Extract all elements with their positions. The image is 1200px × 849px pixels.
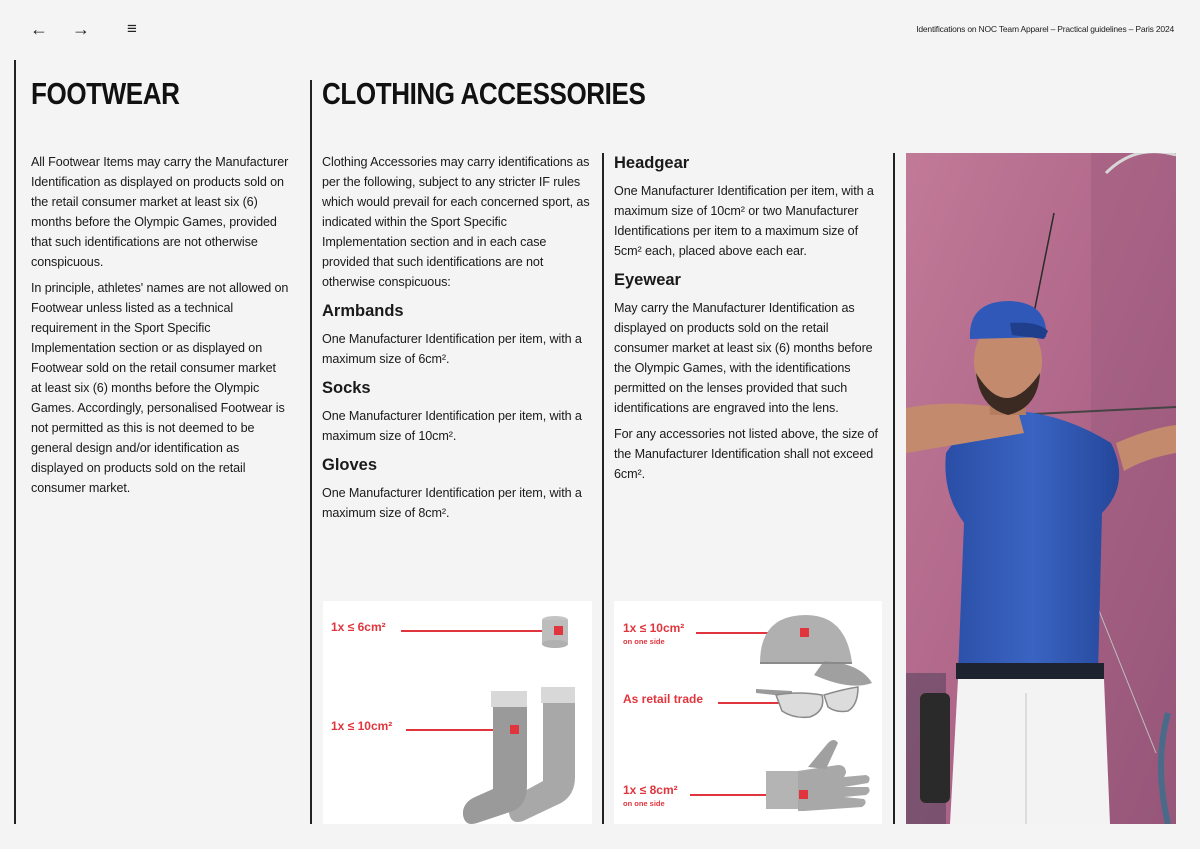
accessories-intro: Clothing Accessories may carry identifications as per the following, subject to any stricter IF rules which would prevail for each concerned sport, as indicated within the Sport Specific Implementation section and in each case provided that such identifications are not otherwise conspicuous: <box>322 155 590 289</box>
armbands-heading: Armbands <box>322 302 404 320</box>
socks-icon <box>463 685 581 824</box>
socks-size-label: 1x ≤ 10cm² <box>331 719 393 733</box>
cap-size-label: 1x ≤ 10cm² <box>623 621 685 635</box>
glove-logo-marker <box>799 790 808 799</box>
eyewear-label: As retail trade <box>623 692 704 706</box>
other-accessories-text: For any accessories not listed above, the size of the Manufacturer Identification shall not exceed 6cm². <box>614 427 878 481</box>
armband-size-label: 1x ≤ 6cm² <box>331 620 386 634</box>
eyewear-heading: Eyewear <box>614 271 681 289</box>
archer-photo <box>906 153 1176 824</box>
gloves-text: One Manufacturer Identification per item, with a maximum size of 8cm². <box>322 486 582 520</box>
footwear-section <box>31 152 289 504</box>
socks-heading: Socks <box>322 379 371 397</box>
socks-text: One Manufacturer Identification per item, with a maximum size of 10cm². <box>322 409 582 443</box>
glove-size-label: 1x ≤ 8cm² <box>623 783 678 797</box>
headgear-eyewear-gloves-illustration <box>614 601 882 824</box>
armband-logo-marker <box>554 626 563 635</box>
cap-icon <box>754 611 876 689</box>
glasses-icon <box>752 681 862 723</box>
back-arrow-icon[interactable]: ← <box>30 19 48 39</box>
gloves-heading: Gloves <box>322 456 378 474</box>
cap-logo-marker <box>800 628 809 637</box>
document-header-title: Identifications on NOC Team Apparel – Practical guidelines – Paris 2024 <box>916 24 1174 34</box>
socks-logo-marker <box>510 725 519 734</box>
cap-placement-note: on one side <box>623 637 665 646</box>
footwear-paragraph-2: In principle, athletes' names are not allowed on Footwear unless listed as a technical requirement in the Sport Specific Implementation section or as displayed on Footwear sold on the retail consumer market at least six (6) months before the Olympic Games. Accordingly, personalised Footwear is not permitted as this is not deemed to be general design and/or identification as displayed on products sold on the retail consumer market. <box>31 281 289 495</box>
headgear-text: One Manufacturer Identification per item, with a maximum size of 10cm² or two Manufacturer Identifications per item to a maximum size of 5cm² each, placed above each ear. <box>614 184 874 258</box>
column-divider <box>893 153 895 824</box>
armband-socks-illustration <box>323 601 592 824</box>
menu-icon[interactable]: ≡ <box>127 19 137 38</box>
accessories-right-column <box>614 154 880 490</box>
column-divider <box>602 153 604 824</box>
accessories-left-column <box>322 152 590 529</box>
armbands-text: One Manufacturer Identification per item, with a maximum size of 6cm². <box>322 332 582 366</box>
forward-arrow-icon[interactable]: → <box>72 19 90 39</box>
clothing-accessories-title: CLOTHING ACCESSORIES <box>322 76 646 111</box>
glove-icon <box>764 737 872 819</box>
headgear-heading: Headgear <box>614 154 690 172</box>
footwear-paragraph-1: All Footwear Items may carry the Manufacturer Identification as displayed on products sold on the retail consumer market at least six (6) months before the Olympic Games, provided that such identifications are not otherwise conspicuous. <box>31 155 289 269</box>
armband-pointer-line <box>401 630 557 632</box>
glove-placement-note: on one side <box>623 799 665 808</box>
footwear-title: FOOTWEAR <box>31 76 180 111</box>
column-divider <box>14 60 16 824</box>
archer-image <box>906 153 1176 824</box>
eyewear-text: May carry the Manufacturer Identification as displayed on products sold on the retail consumer market at least six (6) months before the Olympic Games, with the identifications permitted on the lenses provided that such identifications are engraved into the lens. <box>614 301 873 415</box>
column-divider <box>310 80 312 824</box>
